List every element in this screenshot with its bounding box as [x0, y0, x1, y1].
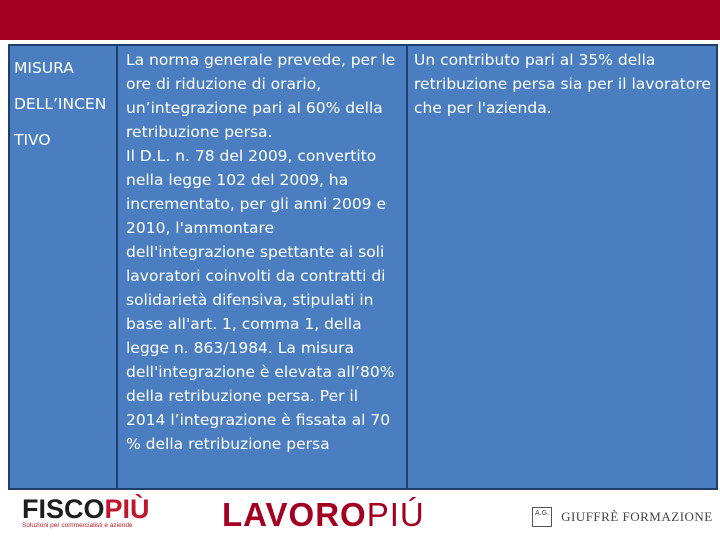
giuffre-emblem-icon: A.G. [532, 507, 552, 527]
fiscopiu-prefix: FISCO [22, 494, 105, 524]
measure-label-line: MISURA [14, 59, 74, 77]
description-paragraph: Il D.L. n. 78 del 2009, convertito nella legge 102 del 2009, ha incrementato, per gli anni 2009 e 2010, l'ammontare dell'integrazione spettante ai soli lavoratori coinvolti da contratti di solidarietà difensiva, stipulati in base all'art. 1, comma 1, della legge n. 863/1984. La misura dell'integrazione è elevata all’80% della retribuzione persa. Per il 2014 l’integrazione è fissata al 70 % della retribuzione persa [126, 147, 395, 453]
giuffre-formazione-logo[interactable] [532, 506, 713, 527]
footer [0, 490, 720, 540]
header-bar [0, 0, 720, 40]
measure-label-line: DELL’INCEN [14, 95, 107, 113]
contribution-description-cell [408, 46, 716, 488]
lavoropiu-suffix: PIÚ [366, 496, 425, 533]
fiscopiu-logo[interactable] [22, 494, 150, 529]
measure-label-line: TIVO [14, 131, 51, 149]
fiscopiu-suffix: PIÙ [104, 494, 150, 524]
integration-description-cell [118, 46, 408, 488]
lavoropiu-prefix: LAVORO [222, 496, 367, 533]
description-paragraph: La norma generale prevede, per le ore di riduzione di orario, un’integrazione pari al 60% della retribuzione persa. [126, 51, 396, 141]
fiscopiu-tagline: Soluzioni per commercialisti e aziende [22, 522, 133, 529]
giuffre-wordmark: GIUFFRÈ FORMAZIONE [561, 508, 713, 524]
content-table [8, 44, 718, 490]
lavoropiu-logo[interactable] [222, 496, 425, 534]
fiscopiu-wordmark [22, 494, 150, 525]
contribution-text: Un contributo pari al 35% della retribuzione persa sia per il lavoratore che per l'azienda. [414, 51, 711, 117]
measure-label-cell [10, 46, 118, 488]
